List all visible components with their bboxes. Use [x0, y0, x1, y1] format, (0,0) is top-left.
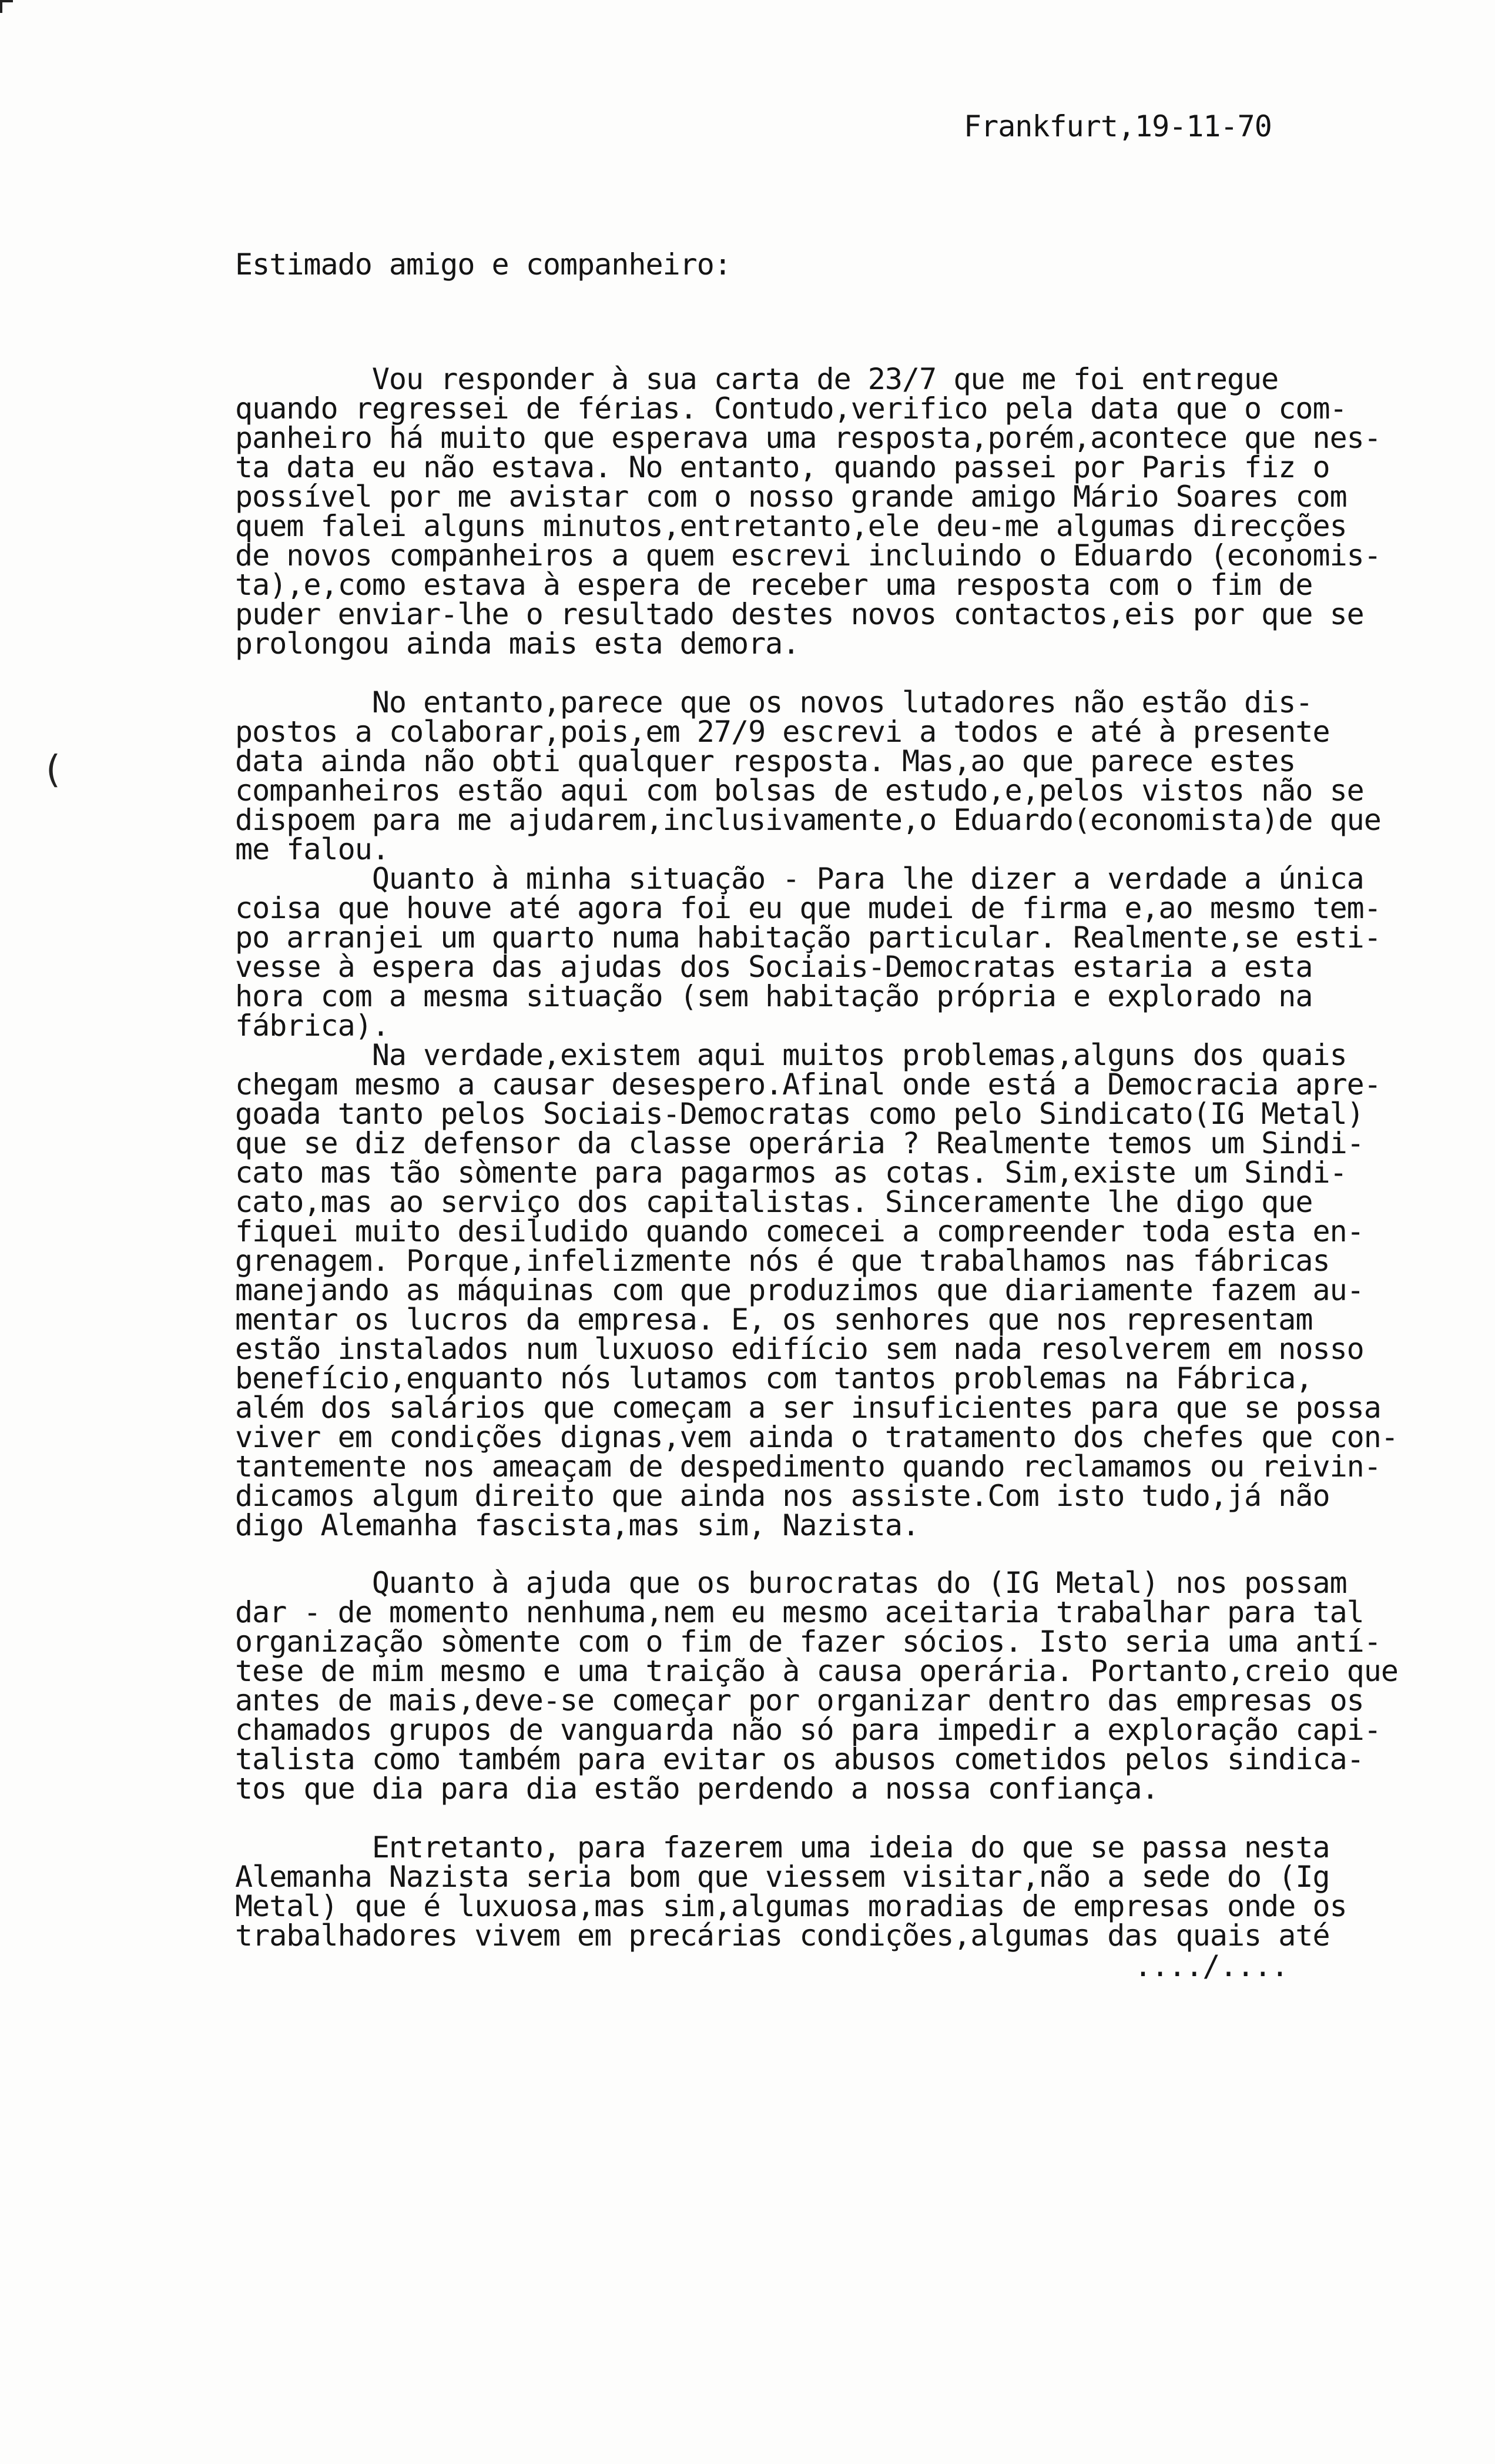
paragraph-4: Na verdade,existem aqui muitos problemas,alguns dos quais chegam mesmo a causar desespero.Afinal onde está a Democracia apre- goada tanto pelos Sociais-Democratas como pelo Sindicato(IG Metal) que se diz defensor da classe operária ? Realmente temos um Sindi- cato mas tão sòmente para pagarmos as cotas. Sim,existe um Sindi- cato,mas ao serviço dos capitalistas. Sinceramente lhe digo que fiquei muito desiludido quando comecei a compreender toda esta en- grenagem. Porque,infelizmente nós é que trabalhamos nas fábricas manejando as máquinas com que produzimos que diariamente fazem au- mentar os lucros da empresa. E, os senhores que nos representam estão instalados num luxuoso edifício sem nada resolverem em nosso benefício,enquanto nós lutamos com tantos problemas na Fábrica, além dos salários que começam a ser insuficientes para que se possa viver em condições dignas,vem ainda o tratamento dos chefes que con- tantemente nos ameaçam de despedimento quando reclamamos ou reivin- dicamos algum direito que ainda nos assiste.Com isto tudo,já não digo Alemanha fascista,mas sim, Nazista. [235, 1038, 1398, 1542]
corner-crop-mark [0, 0, 13, 13]
paragraph-3: Quanto à minha situação - Para lhe dizer a verdade a única coisa que houve até agora foi eu que mudei de firma e,ao mesmo tem- po arranjei um quarto numa habitação particular. Realmente,se esti- vesse à espera das ajudas dos Sociais-Democratas estaria a esta hora com a mesma situação (sem habitação própria e explorado na fábrica). [235, 862, 1381, 1043]
letter-salutation: Estimado amigo e companheiro: [235, 247, 731, 282]
paragraph-2: No entanto,parece que os novos lutadores não estão dis- postos a colaborar,pois,em 27/9 escrevi a todos e até à presente data ainda não obti qualquer resposta. Mas,ao que parece estes companheiros estão aqui com bolsas de estudo,e,pelos vistos não se dispoem para me ajudarem,inclusivamente,o Eduardo(economista)de que me falou. [235, 685, 1381, 866]
letter-date: Frankfurt,19-11-70 [964, 109, 1272, 143]
paragraph-6: Entretanto, para fazerem uma ideia do que se passa nesta Alemanha Nazista seria bom que viessem visitar,não a sede do (Ig Metal) que é luxuosa,mas sim,algumas moradias de empresas onde os trabalhadores vivem em precárias condições,algumas das quais até [235, 1830, 1347, 1953]
paragraph-1: Vou responder à sua carta de 23/7 que me foi entregue quando regressei de férias. Contudo,verifico pela data que o com- panheiro há muito que esperava uma resposta,porém,acontece que nes- ta data eu não estava. No entanto, quando passei por Paris fiz o possível por me avistar com o nosso grande amigo Mário Soares com quem falei alguns minutos,entretanto,ele deu-me algumas direcções de novos companheiros a quem escrevi incluindo o Eduardo (economis- ta),e,como estava à espera de receber uma resposta com o fim de puder enviar-lhe o resultado destes novos contactos,eis por que se prolongou ainda mais esta demora. [235, 362, 1381, 661]
margin-bracket-mark: ( [46, 748, 60, 792]
paragraph-5: Quanto à ajuda que os burocratas do (IG Metal) nos possam dar - de momento nenhuma,nem eu mesmo aceitaria trabalhar para tal organização sòmente com o fim de fazer sócios. Isto seria uma antí- tese de mim mesmo e uma traição à causa operária. Portanto,creio que antes de mais,deve-se começar por organizar dentro das empresas os chamados grupos de vanguarda não só para impedir a exploração capi- talista como também para evitar os abusos cometidos pelos sindica- tos que dia para dia estão perdendo a nossa confiança. [235, 1566, 1398, 1806]
continuation-mark: ..../.... [1134, 1949, 1288, 1983]
letter-body [235, 362, 1457, 1953]
